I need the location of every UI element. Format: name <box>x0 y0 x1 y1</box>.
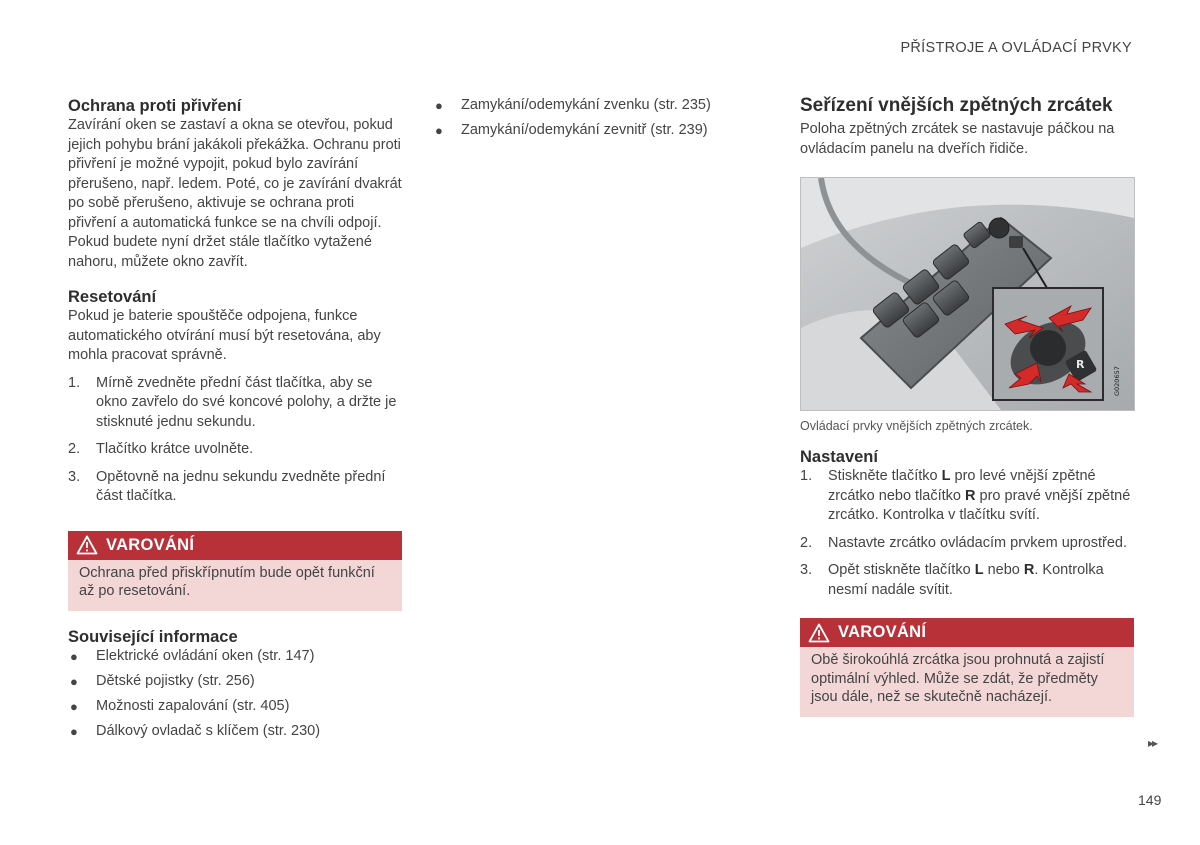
list-item[interactable]: ● Elektrické ovládání oken (str. 147) <box>68 647 402 667</box>
list-item: 3. Opětovně na jednu sekundu zvedněte přední část tlačítka. <box>68 468 386 504</box>
list-item: 1. Stiskněte tlačítko L pro levé vnější zpětné zrcátko nebo tlačítko R pro pravé vnější zpětné zrcátko. Kontrolka v tlačítku svítí. <box>800 468 1131 523</box>
reset-text: Pokud je baterie spouštěče odpojena, funkce automatického otvírání musí být resetována, aby mohla pracovat správně. <box>68 308 381 363</box>
warning-header <box>68 531 402 560</box>
list-item: 2. Tlačítko krátce uvolněte. <box>68 441 254 457</box>
settings-steps <box>800 467 1134 600</box>
warning-box <box>68 531 402 611</box>
bullet-icon: ● <box>70 673 78 689</box>
list-item[interactable]: ● Zamykání/odemykání zvenku (str. 235) <box>433 96 753 116</box>
list-item: 3. Opět stiskněte tlačítko L nebo R. Kontrolka nesmí nadále svítit. <box>800 562 1104 598</box>
warning-header <box>800 618 1134 647</box>
list-item: 2. Nastavte zrcátko ovládacím prvkem uprostřed. <box>800 534 1127 551</box>
figure-code: G020657 <box>1113 366 1121 396</box>
continue-arrows-icon: ▸▸ <box>1148 736 1157 750</box>
reset-steps <box>68 374 402 507</box>
right-column <box>800 94 1134 717</box>
section-title-mirrors: Seřízení vnějších zpětných zrcátek <box>800 95 1113 116</box>
bullet-icon: ● <box>70 723 78 739</box>
figure-caption: Ovládací prvky vnějších zpětných zrcátek. <box>800 419 1033 433</box>
page-number: 149 <box>1138 792 1162 808</box>
section-title-settings: Nastavení <box>800 448 878 466</box>
door-panel-illustration <box>801 178 1134 410</box>
warning-box <box>800 618 1134 717</box>
warning-triangle-icon <box>808 623 830 643</box>
left-column <box>68 96 402 747</box>
bullet-icon: ● <box>435 123 443 138</box>
section-title-related: Související informace <box>68 627 238 646</box>
section-title-reset: Resetování <box>68 288 157 306</box>
list-item[interactable]: ● Možnosti zapalování (str. 405) <box>68 697 402 717</box>
list-item[interactable]: ● Dálkový ovladač s klíčem (str. 230) <box>68 722 402 742</box>
mirror-controls-figure <box>800 177 1135 411</box>
locking-list <box>433 96 753 141</box>
warning-title: VAROVÁNÍ <box>106 535 195 554</box>
middle-column <box>433 96 753 146</box>
bullet-icon: ● <box>435 98 443 113</box>
section-title-anti-pinch: Ochrana proti přivření <box>68 97 242 115</box>
warning-text: Obě širokoúhlá zrcátka jsou prohnutá a zajistí optimální výhled. Může se zdát, že předměty jsou dále, než se skutečně nacházejí. <box>811 652 1105 705</box>
bullet-icon: ● <box>70 698 78 714</box>
warning-triangle-icon <box>76 535 98 555</box>
list-item[interactable]: ● Zamykání/odemykání zevnitř (str. 239) <box>433 121 753 141</box>
list-item[interactable]: ● Dětské pojistky (str. 256) <box>68 672 402 692</box>
warning-text: Ochrana před přiskřípnutím bude opět funkční až po resetování. <box>79 564 375 599</box>
page-header: PŘÍSTROJE A OVLÁDACÍ PRVKY <box>900 40 1132 56</box>
figure-key-label: R <box>1076 358 1085 371</box>
warning-title: VAROVÁNÍ <box>838 623 927 641</box>
bullet-icon: ● <box>70 648 78 664</box>
anti-pinch-text: Zavírání oken se zastaví a okna se otevřou, pokud jejich pohybu brání jakákoli překážka. Ochranu proti přivření je možné vypojit, pokud bylo zavírání přerušeno, např. ledem. Poté, co je zavírání dvakrát po sobě přerušeno, aktivuje se ochrana proti přivření a automatická funkce se na chvíli odpojí. Pokud budete nyní držet stále tlačítko vytažené nahoru, můžete okno zavřít. <box>68 117 402 270</box>
related-list <box>68 647 402 742</box>
list-item: 1. Mírně zvedněte přední část tlačítka, aby se okno zavřelo do své koncové polohy, a držte je stisknuté jednu sekundu. <box>68 374 397 430</box>
mirrors-intro: Poloha zpětných zrcátek se nastavuje páčkou na ovládacím panelu na dveřích řidiče. <box>800 121 1115 157</box>
